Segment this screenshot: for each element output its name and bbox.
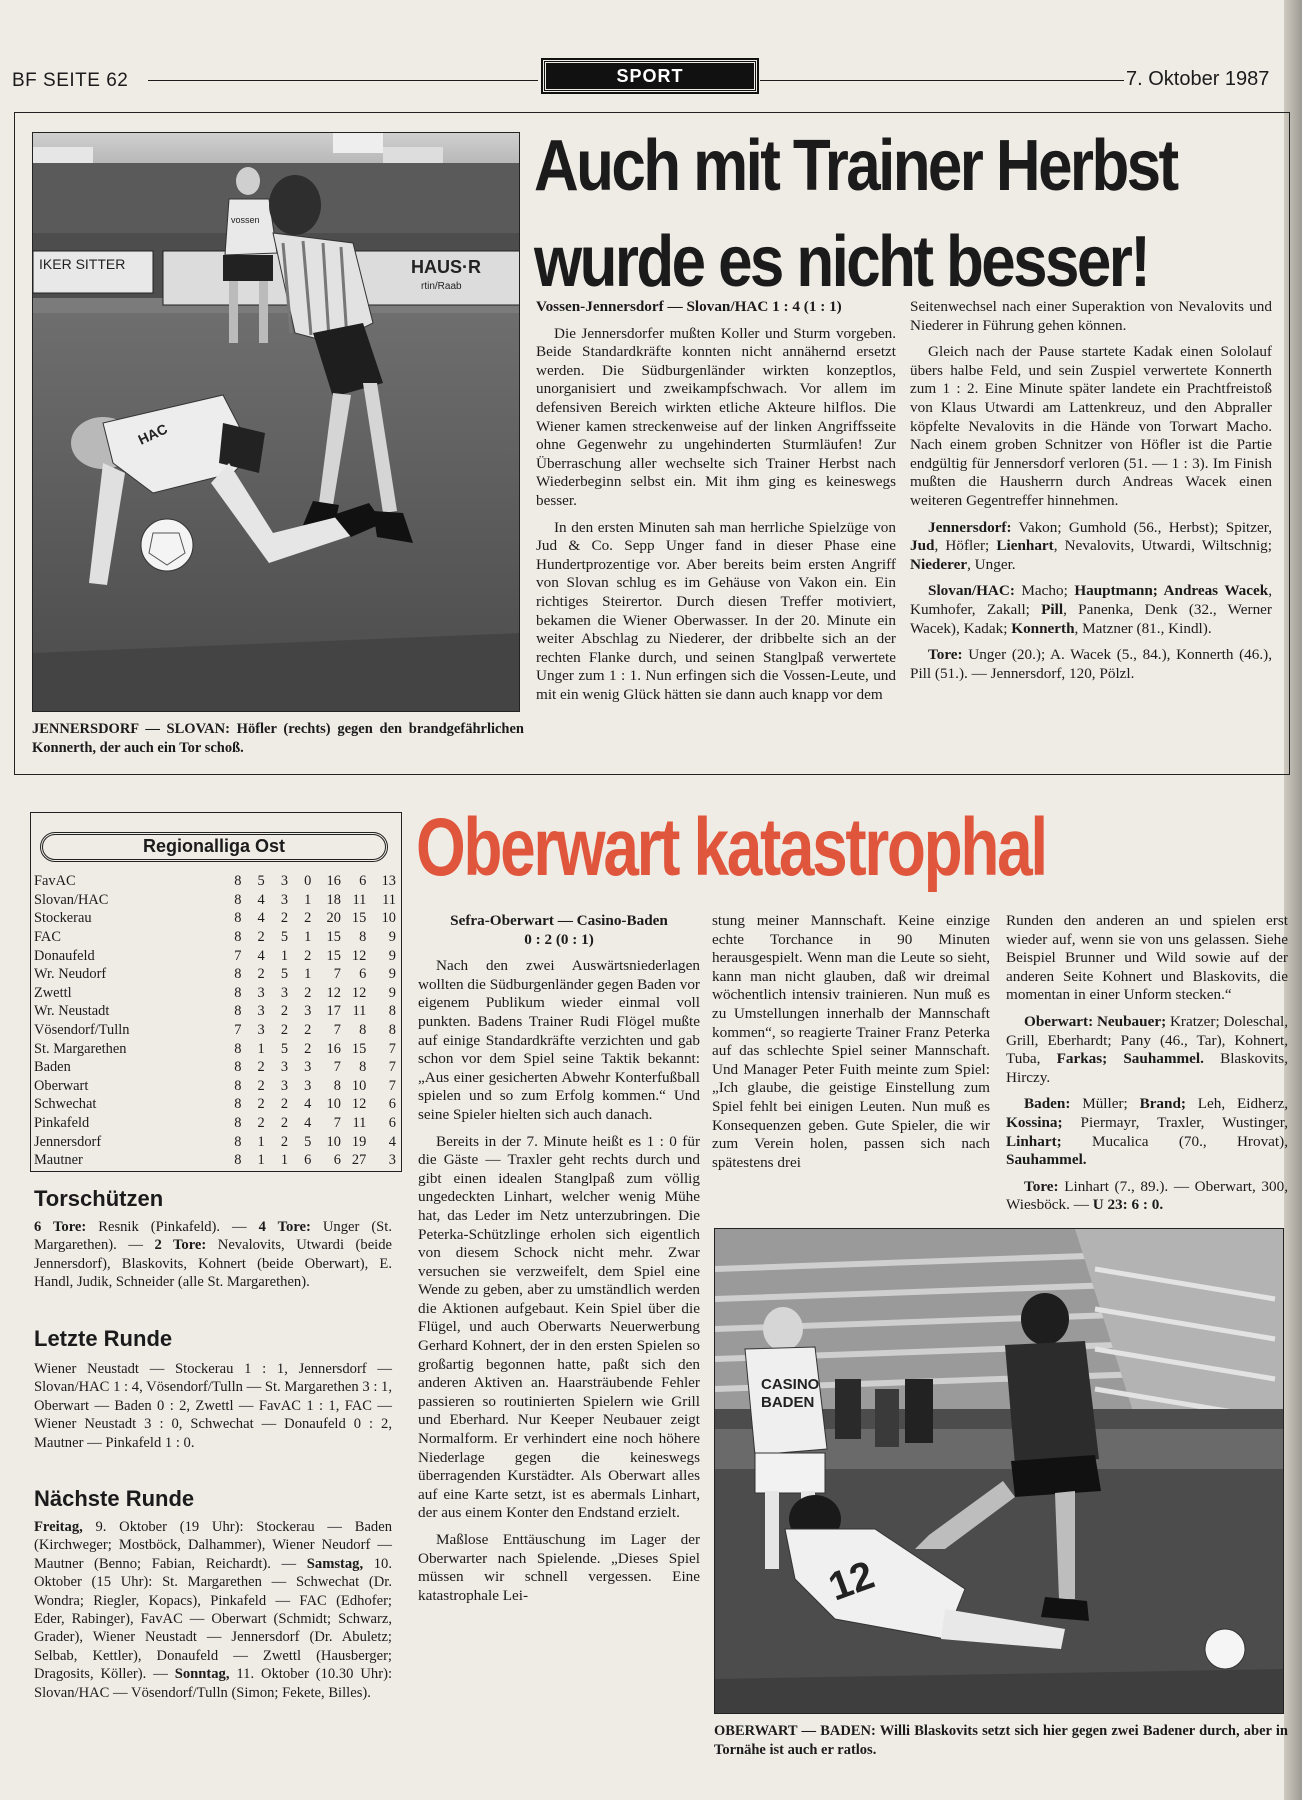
story1-lineup-slovan: Slovan/HAC: Macho; Hauptmann; Andreas Wacek, Kumhofer, Zakall; Pill, Panenka, Denk (32., Werner Wacek), Kadak; Konnerth, Matzner (81., Kindl).	[910, 582, 1272, 637]
table-cell-pts: 9	[388, 966, 396, 983]
table-cell-l: 4	[304, 1115, 312, 1132]
story2-goals: Tore: Linhart (7., 89.). — Oberwart, 300, Wiesböck. — U 23: 6 : 0.	[1006, 1177, 1288, 1214]
table-cell-ga: 12	[351, 984, 367, 1001]
last-round-text: Wiener Neustadt — Stockerau 1 : 1, Jennersdorf — Slovan/HAC 1 : 4, Vösendorf/Tulln — St. Margarethen 3 : 1, Oberwart — Baden 0 : 2, Zwettl — FavAC 1 : 1, FAC — Wiener Neustadt 3 : 0, Schwechat — Donaufeld 0 : 2, Mautner — Pinkafeld 1 : 0.	[34, 1361, 392, 1451]
table-cell-gf: 15	[326, 947, 341, 964]
table-row	[34, 891, 396, 910]
table-row	[34, 1021, 396, 1040]
table-cell-ga: 8	[359, 1022, 367, 1039]
table-cell-pts: 9	[388, 929, 396, 946]
table-cell-d: 2	[280, 1022, 289, 1039]
table-cell-gf: 16	[326, 1040, 341, 1057]
story2-paragraph: Runden den anderen an und spielen erst wieder auf, wenn sie von uns gelassen. Siehe Beispiel Brunner und Wild sowie auf der anderen Seite Kohnert und Blaskovits, die momentan in einer Unform stecken.“	[1006, 912, 1288, 1004]
story1-match-line: Vossen-Jennersdorf — Slovan/HAC 1 : 4 (1 : 1)	[536, 298, 842, 315]
scorers-text: 6 Tore: Resnik (Pinkafeld). — 4 Tore: Unger (St. Margarethen). — 2 Tore: Nevalovits, Utwardi (beide Jennersdorf), Blaskovits, Kohnert (beide Oberwart), E. Handl, Judik, Schneider (alle St. Margarethen).	[34, 1219, 393, 1291]
story2-paragraph: stung meiner Mannschaft. Keine einzige echte Torchance in 90 Minuten herausgespielt. Wenn man die Leute so sieht, kann man nicht glauben, daß wir dreimal wöchentlich intensiv trainieren. Nun muß es zu Umstellungen innerhalb der Mannschaft kommen“, so reagierte Trainer Franz Peterka auf das schlechte Spiel seiner Mannschaft. Und Manager Peter Fuith meinte zum Spiel: „Ich glaube, die geistige Einstellung zum Spiel fehlt bei einigen Leuten. Nun muß es Konsequenzen geben. Gute Spieler, die wir zum Verein holen, passen sich nach spätestens drei	[712, 912, 990, 1171]
table-cell-l: 4	[304, 1096, 312, 1113]
league-table	[34, 872, 396, 1170]
table-cell-team: FAC	[34, 929, 61, 946]
table-cell-team: Wr. Neustadt	[34, 1003, 110, 1020]
table-cell-l: 2	[304, 1022, 312, 1039]
table-cell-gf: 18	[326, 891, 341, 908]
table-cell-gf: 17	[326, 1003, 341, 1020]
next-round-heading: Nächste Runde	[34, 1486, 195, 1511]
table-cell-g: 8	[234, 1133, 242, 1150]
issue-date: 7. Oktober 1987	[1126, 68, 1270, 90]
header-rule-right	[760, 80, 1124, 81]
table-cell-gf: 10	[326, 1096, 341, 1113]
table-row	[34, 1095, 396, 1114]
table-cell-pts: 13	[381, 873, 396, 890]
table-cell-w: 3	[257, 984, 265, 1001]
table-cell-pts: 9	[388, 984, 396, 1001]
table-cell-pts: 8	[388, 1003, 396, 1020]
table-cell-ga: 12	[351, 947, 367, 964]
table-cell-gf: 7	[333, 966, 341, 983]
story1-col2-paragraph: Gleich nach der Pause startete Kadak einen Sololauf übers halbe Feld, und sein Zuspiel verwertete Konnerth zum 1 : 2. Eine Minute später landete ein Prachtfreistoß von Klaus Utwardi am Lattenkreuz, und den Abpraller köpfelte Nevalovits in die Hände von Torwart Macho. Nach einem groben Schnitzer von Höfler ist die Partie endgültig für Jennersdorf verloren (51. — 1 : 3). Im Finish mußten die Hausherrn durch Andreas Wacek einen weiteren Gegentreffer hinnehmen.	[910, 343, 1272, 509]
table-cell-team: Schwechat	[34, 1096, 97, 1113]
table-cell-ga: 12	[351, 1096, 367, 1113]
table-cell-team: Zwettl	[34, 984, 72, 1001]
table-cell-team: Slovan/HAC	[34, 891, 109, 908]
table-row	[34, 1114, 396, 1133]
table-cell-gf: 12	[326, 984, 341, 1001]
table-cell-team: Wr. Neudorf	[34, 966, 107, 983]
league-table-title: Regionalliga Ost	[40, 832, 388, 862]
table-cell-g: 8	[234, 891, 242, 908]
table-cell-w: 4	[257, 891, 265, 908]
table-cell-team: Stockerau	[34, 910, 92, 927]
table-cell-d: 2	[280, 1003, 289, 1020]
table-cell-gf: 7	[333, 1022, 341, 1039]
table-cell-d: 2	[280, 1133, 289, 1150]
table-cell-w: 2	[257, 1077, 265, 1094]
table-cell-w: 2	[257, 1059, 265, 1076]
table-cell-d: 2	[280, 1115, 289, 1132]
table-cell-pts: 10	[381, 910, 396, 927]
table-cell-w: 1	[257, 1133, 265, 1150]
table-row	[34, 1077, 396, 1096]
table-cell-l: 2	[304, 1040, 312, 1057]
story2-headline: Oberwart katastrophal	[416, 802, 1046, 893]
table-cell-l: 5	[304, 1133, 312, 1150]
story2-photo	[714, 1228, 1284, 1714]
table-cell-ga: 11	[352, 1115, 367, 1132]
table-cell-d: 1	[280, 1152, 289, 1169]
table-cell-w: 5	[257, 873, 265, 890]
table-cell-ga: 8	[359, 1059, 367, 1076]
table-cell-ga: 6	[359, 966, 367, 983]
story2-paragraph: Bereits in der 7. Minute heißt es 1 : 0 für die Gäste — Traxler geht rechts durch und gibt einen idealen Stanglpaß zum völlig ungedeckten Linhart, welcher wenig Mühe hat, das Leder im Netz unterzubringen. Die Peterka-Schützlinge erholen sich eigentlich von diesem Schock nicht mehr. Zwar versuchen sie verzweifelt, dem Spiel eine Wende zu geben, aber zu umständlich werden die Aktionen aufgebaut. Kein Spiel über die Flügel, und auch Oberwarts Neuerwerbung Gerhard Kohnert, der in den ersten Spielen so großartig begonnen hatte, paßt sich den anderen Aktiven an. Haarsträubende Fehler passieren so routinierten Spielern wie Grill und Eberhard. Nur Keeper Neubauer zeigt Normalform. Er verhindert eine noch höhere Niederlage gegen die keineswegs überragenden Kurstädter. Als Oberwart alles auf eine Karte setzt, ist es abermals Linhart, der aus einem Konter den Endstand erzielt.	[418, 1132, 700, 1522]
table-row	[34, 1002, 396, 1021]
table-cell-team: Pinkafeld	[34, 1115, 90, 1132]
table-cell-pts: 9	[388, 947, 396, 964]
table-cell-w: 3	[257, 1003, 265, 1020]
table-cell-ga: 8	[359, 929, 367, 946]
table-cell-g: 8	[234, 1059, 242, 1076]
table-cell-pts: 4	[388, 1133, 396, 1150]
table-cell-gf: 7	[333, 1115, 341, 1132]
story1-column1	[536, 298, 896, 712]
story2-photo-caption: OBERWART — BADEN: Willi Blaskovits setzt sich hier gegen zwei Badener durch, aber in Tornähe ist auch er ratlos.	[714, 1723, 1288, 1758]
table-cell-g: 8	[234, 984, 242, 1001]
table-cell-l: 1	[304, 891, 312, 908]
table-cell-ga: 11	[352, 891, 367, 908]
table-cell-w: 1	[257, 1040, 265, 1057]
table-cell-l: 6	[304, 1152, 312, 1169]
story1-headline-line2: wurde es nicht besser!	[534, 222, 1149, 302]
table-cell-g: 8	[234, 1096, 242, 1113]
table-cell-g: 8	[234, 1003, 242, 1020]
table-cell-d: 3	[280, 891, 289, 908]
story1-goals: Tore: Unger (20.); A. Wacek (5., 84.), Konnerth (46.), Pill (51.). — Jennersdorf, 120, Pölzl.	[910, 646, 1272, 682]
table-cell-team: Donaufeld	[34, 947, 95, 964]
table-row	[34, 984, 396, 1003]
table-cell-pts: 7	[388, 1059, 396, 1076]
story2-lineup-baden: Baden: Müller; Brand; Leh, Eidherz, Kossina; Piermayr, Traxler, Wustinger, Linhart; Mucalica (70., Hrovat), Sauhammel.	[1006, 1095, 1288, 1169]
football-match-photo-illustration	[715, 1229, 1284, 1714]
table-cell-team: Vösendorf/Tulln	[34, 1022, 130, 1039]
scorers-heading: Torschützen	[34, 1186, 164, 1211]
table-cell-team: Baden	[34, 1059, 71, 1076]
table-cell-w: 2	[257, 1096, 265, 1113]
table-cell-w: 4	[257, 910, 265, 927]
table-cell-g: 8	[234, 1115, 242, 1132]
table-cell-team: Oberwart	[34, 1077, 89, 1094]
table-row	[34, 872, 396, 891]
table-row	[34, 1151, 396, 1170]
story1-col2-paragraph: Seitenwechsel nach einer Superaktion von Nevalovits und Niederer in Führung gehen können.	[910, 298, 1272, 334]
table-cell-gf: 6	[333, 1152, 341, 1169]
story2-paragraph: Maßlose Enttäuschung im Lager der Oberwarter nach Spielende. „Dieses Spiel müssen wir schnell vergessen. Eine katastrophale Lei-	[418, 1531, 700, 1604]
story1-col1-paragraph: Die Jennersdorfer mußten Koller und Sturm vorgeben. Beide Standardkräfte konnten nicht annähernd ersetzt werden. Die Südburgenländer wirkten konzeptlos, unorganisiert und zweikampfschwach. Vor allem im defensiven Bereich wirkten etliche Akteure hilflos. Die Wiener kamen streckenweise auf der linken Angriffsseite ohne Gegenwehr zu ungehinderten Sturmläufen! Zur Überraschung aller wechselte sich Trainer Herbst nach Wiederbeginn selbst ein. Mit ihm ging es keineswegs besser.	[536, 324, 896, 509]
table-cell-gf: 7	[333, 1059, 341, 1076]
photo1-ad-left: IKER SITTER	[39, 256, 126, 272]
table-row	[34, 928, 396, 947]
story1-photo	[32, 132, 520, 712]
table-cell-w: 3	[257, 1022, 265, 1039]
table-cell-g: 8	[234, 1077, 242, 1094]
table-cell-d: 5	[280, 966, 289, 983]
photo1-ad-right-small: rtin/Raab	[421, 281, 462, 292]
table-cell-team: Mautner	[34, 1152, 83, 1169]
table-cell-ga: 19	[351, 1133, 367, 1150]
table-cell-pts: 3	[388, 1152, 396, 1169]
table-cell-d: 3	[280, 984, 289, 1001]
table-row	[34, 946, 396, 965]
table-cell-d: 3	[280, 1077, 289, 1094]
table-cell-d: 3	[280, 1059, 289, 1076]
football-match-photo-illustration	[33, 133, 520, 712]
story2-column2	[712, 912, 990, 1180]
story1-headline-line1: Auch mit Trainer Herbst	[534, 126, 1177, 206]
table-cell-pts: 8	[388, 1022, 396, 1039]
table-cell-pts: 6	[388, 1115, 396, 1132]
table-cell-g: 7	[234, 947, 242, 964]
story2-paragraph: Nach den zwei Auswärtsniederlagen wollten die Südburgenländer gegen Baden vor eigenem Publikum wieder einmal voll punkten. Badens Trainer Rudi Flögel mußte auf einige Standardkräfte verzichten und gab schon vor dem Spiel seine Taktik bekannt: „Aus einer gesicherten Abwehr Konterfußball spielen und so zum Erfolg kommen.“ Und seine Spieler hielten sich auch danach.	[418, 957, 700, 1123]
table-cell-gf: 16	[326, 873, 341, 890]
photo1-shirt-hac: HAC	[135, 420, 170, 448]
table-cell-w: 2	[257, 929, 265, 946]
table-cell-g: 8	[234, 910, 242, 927]
story2-lineup-oberwart: Oberwart: Neubauer; Kratzer; Doleschal, Grill, Eberhardt; Pany (46., Tar), Kohnert, Tuba, Farkas; Sauhammel. Blaskovits, Hirczy.	[1006, 1012, 1289, 1086]
page-number: BF SEITE 62	[12, 70, 129, 91]
table-cell-g: 8	[234, 929, 242, 946]
table-cell-ga: 15	[351, 1040, 367, 1057]
table-cell-g: 8	[234, 1152, 242, 1169]
table-cell-l: 1	[304, 966, 312, 983]
table-cell-d: 3	[280, 873, 289, 890]
last-round-heading: Letzte Runde	[34, 1326, 173, 1351]
table-cell-w: 4	[257, 947, 265, 964]
table-cell-team: FavAC	[34, 873, 76, 890]
table-cell-pts: 7	[388, 1077, 396, 1094]
table-cell-ga: 6	[359, 873, 367, 890]
table-cell-pts: 11	[382, 891, 396, 908]
story2-match-line: Sefra-Oberwart — Casino-Baden 0 : 2 (0 : 1)	[450, 912, 668, 948]
table-cell-gf: 20	[326, 910, 341, 927]
photo1-ad-right: HAUS·R	[411, 257, 481, 277]
table-cell-ga: 15	[351, 910, 367, 927]
photo2-shirt-casino: CASINO	[761, 1376, 820, 1393]
table-cell-team: St. Margarethen	[34, 1040, 127, 1057]
table-cell-d: 5	[280, 1040, 289, 1057]
table-cell-l: 3	[304, 1077, 312, 1094]
table-cell-g: 7	[234, 1022, 242, 1039]
table-cell-l: 2	[304, 910, 312, 927]
header-rule-left	[148, 80, 538, 81]
story2-column3	[1006, 912, 1288, 1223]
table-cell-w: 2	[257, 1115, 265, 1132]
table-row	[34, 1132, 396, 1151]
table-cell-w: 1	[257, 1152, 265, 1169]
story1-photo-caption: JENNERSDORF — SLOVAN: Höfler (rechts) gegen den brandgefährlichen Konnerth, der auch ein Tor schoß.	[32, 721, 524, 756]
table-cell-gf: 15	[326, 929, 341, 946]
table-cell-g: 8	[234, 873, 242, 890]
story1-column2	[910, 298, 1272, 691]
photo2-shirt-baden: BADEN	[761, 1394, 815, 1411]
table-cell-w: 2	[257, 966, 265, 983]
photo2-shirt-number: 12	[823, 1552, 880, 1610]
table-cell-d: 2	[280, 1096, 289, 1113]
photo1-shirt-sponsor: vossen	[231, 215, 260, 225]
table-cell-d: 1	[280, 947, 289, 964]
table-cell-gf: 8	[333, 1077, 341, 1094]
story1-headline	[534, 118, 1188, 310]
table-cell-d: 2	[280, 910, 289, 927]
table-cell-ga: 10	[351, 1077, 367, 1094]
table-cell-l: 2	[304, 984, 312, 1001]
table-cell-gf: 10	[326, 1133, 341, 1150]
table-row	[34, 909, 396, 928]
table-cell-pts: 6	[388, 1096, 396, 1113]
story1-col1-paragraph: In den ersten Minuten sah man herrliche Spielzüge von Jud & Co. Sepp Unger fand in dieser Phase eine Hundertprozentige vor. Aber bereits beim ersten Angriff von Slovan schlug es im Gehäuse von Vakon ein. Ein richtiges Steirertor. Durch diesen Treffer motiviert, bekamen die Wiener Oberwasser. In der 20. Minute ein weiter Abschlag zu Niederer, der dribbelte sich an der rechten Flanke durch, und seinen Stanglpaß verwertete Unger zum 1 : 1. Nun erfingen sich die Vossen-Leute, und mit ein wenig Glück hätten sie dann auch knapp vor dem	[536, 518, 896, 703]
table-row	[34, 1058, 396, 1077]
table-row	[34, 965, 396, 984]
table-cell-team: Jennersdorf	[34, 1133, 102, 1150]
table-cell-g: 8	[234, 1040, 242, 1057]
table-cell-ga: 27	[351, 1152, 367, 1169]
story1-lineup-jennersdorf: Jennersdorf: Vakon; Gumhold (56., Herbst); Spitzer, Jud, Höfler; Lienhart, Nevalovits, Utwardi, Wiltschnig; Niederer, Unger.	[910, 518, 1272, 573]
table-cell-ga: 11	[352, 1003, 367, 1020]
table-cell-pts: 7	[388, 1040, 396, 1057]
table-row	[34, 1039, 396, 1058]
table-cell-l: 3	[304, 1003, 312, 1020]
table-cell-l: 1	[304, 929, 312, 946]
story2-column1	[418, 912, 700, 1613]
table-cell-l: 0	[304, 873, 312, 890]
section-label: SPORT	[543, 60, 757, 92]
table-cell-l: 2	[304, 947, 312, 964]
table-cell-d: 5	[280, 929, 289, 946]
table-cell-l: 3	[304, 1059, 312, 1076]
next-round-text: Freitag, 9. Oktober (19 Uhr): Stockerau — Baden (Kirchweger; Mostböck, Dalhammer), Wiener Neudorf — Mautner (Benno; Fabian, Reichardt). — Samstag, 10. Oktober (15 Uhr): St. Margarethen — Schwechat (Dr. Wondra; Riegler, Kopacs), Pinkafeld — FAC (Edhofer; Eder, Rabinger), FavAC — Oberwart (Schmidt; Schwarz, Grader), Wiener Neustadt — Jennersdorf (Dr. Abuletz; Selbab, Kettler), Donaufeld — Zwettl (Hausberger; Dragosits, Köller). — Sonntag, 11. Oktober (10.30 Uhr): Slovan/HAC — Vösendorf/Tulln (Simon; Fekete, Billes).	[34, 1519, 393, 1701]
table-cell-g: 8	[234, 966, 242, 983]
